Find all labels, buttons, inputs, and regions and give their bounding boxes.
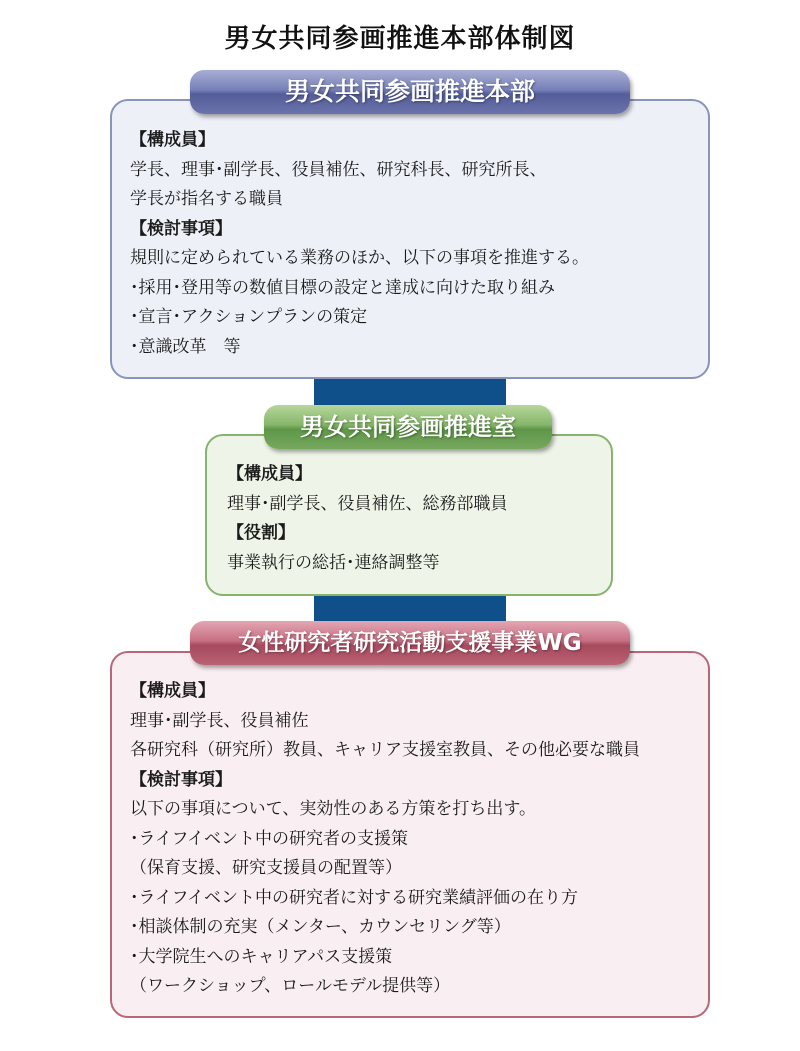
body-line: 事業執行の総括･連絡調整等 bbox=[227, 552, 440, 573]
section-heading: 【検討事項】 bbox=[130, 218, 232, 239]
section-heading: 【構成員】 bbox=[130, 130, 215, 150]
body-line: 理事･副学長、役員補佐 bbox=[130, 710, 309, 731]
body-line: 学長が指名する職員 bbox=[130, 189, 283, 209]
body-line: ･宣言･アクションプランの策定 bbox=[130, 307, 368, 327]
wg-body bbox=[130, 677, 640, 1002]
body-line: 規則に定められている業務のほか、以下の事項を推進する。 bbox=[130, 248, 589, 268]
body-line: 各研究科（研究所）教員、キャリア支援室教員、その他必要な職員 bbox=[130, 740, 640, 760]
body-line: ･採用･登用等の数値目標の設定と達成に向けた取り組み bbox=[130, 277, 555, 298]
body-line: （保育支援、研究支援員の配置等） bbox=[130, 858, 402, 878]
body-line: ･ライフイベント中の研究者に対する研究業績評価の在り方 bbox=[130, 887, 578, 908]
wg-header: 女性研究者研究活動支援事業WG bbox=[190, 621, 630, 665]
body-line: ･相談体制の充実（メンター、カウンセリング等） bbox=[130, 917, 511, 937]
page-title: 男女共同参画推進本部体制図 bbox=[224, 24, 576, 54]
body-line: （ワークショップ、ロールモデル提供等） bbox=[130, 976, 451, 996]
section-heading: 【構成員】 bbox=[130, 681, 215, 701]
office-body bbox=[227, 460, 508, 578]
section-heading: 【構成員】 bbox=[227, 464, 312, 484]
hq-header: 男女共同参画推進本部 bbox=[190, 70, 630, 114]
body-line: ･意識改革 等 bbox=[130, 336, 241, 357]
body-line: ･大学院生へのキャリアパス支援策 bbox=[130, 946, 393, 967]
body-line: 理事･副学長、役員補佐、総務部職員 bbox=[227, 493, 508, 514]
section-heading: 【役割】 bbox=[227, 523, 295, 543]
body-line: ･ライフイベント中の研究者の支援策 bbox=[130, 828, 408, 849]
section-heading: 【検討事項】 bbox=[130, 769, 232, 790]
hq-body bbox=[130, 126, 589, 362]
body-line: 学長、理事･副学長、役員補佐、研究科長、研究所長、 bbox=[130, 159, 547, 180]
body-line: 以下の事項について、実効性のある方策を打ち出す。 bbox=[130, 799, 536, 819]
office-header: 男女共同参画推進室 bbox=[264, 405, 552, 449]
